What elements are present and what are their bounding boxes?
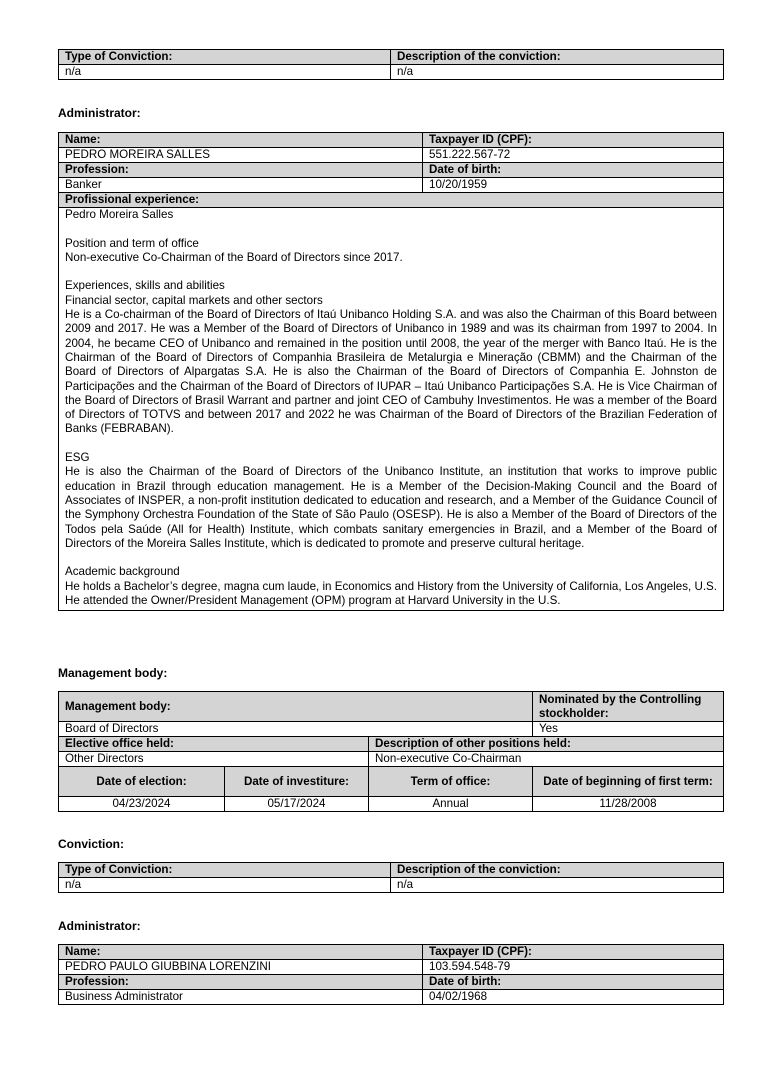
cpf-value: 103.594.548-79 [423, 960, 724, 975]
conviction-section-title: Conviction: [58, 837, 124, 851]
experience-text [59, 208, 724, 611]
administrator-table [58, 944, 723, 1005]
cpf-label: Taxpayer ID (CPF): [423, 133, 724, 148]
management-body-label: Management body: [59, 692, 533, 722]
conviction-table [58, 862, 723, 893]
management-body-section-title: Management body: [58, 666, 168, 680]
cpf-label: Taxpayer ID (CPF): [423, 945, 724, 960]
conviction-type-label: Type of Conviction: [59, 50, 391, 65]
first-term-date-value: 11/28/2008 [533, 797, 724, 812]
experience-paragraph: Pedro Moreira Salles [65, 208, 174, 221]
profession-label: Profession: [59, 975, 423, 990]
conviction-description-label: Description of the conviction: [391, 50, 724, 65]
conviction-description-value: n/a [391, 65, 724, 80]
dob-value: 04/02/1968 [423, 990, 724, 1005]
profession-value: Business Administrator [59, 990, 423, 1005]
investiture-date-label: Date of investiture: [225, 767, 369, 797]
dob-label: Date of birth: [423, 975, 724, 990]
first-term-date-label: Date of beginning of first term: [533, 767, 724, 797]
management-body-table [58, 691, 723, 812]
elective-office-label: Elective office held: [59, 737, 369, 752]
conviction-description-label: Description of the conviction: [391, 863, 724, 878]
nominated-value: Yes [533, 722, 724, 737]
management-body-value: Board of Directors [59, 722, 533, 737]
investiture-date-value: 05/17/2024 [225, 797, 369, 812]
conviction-type-value: n/a [59, 65, 391, 80]
other-positions-value: Non-executive Co-Chairman [369, 752, 724, 767]
elective-office-value: Other Directors [59, 752, 369, 767]
term-of-office-value: Annual [369, 797, 533, 812]
conviction-table-top [58, 49, 723, 80]
experience-label: Profissional experience: [59, 193, 724, 208]
experience-paragraph: Experiences, skills and abilities Financial sector, capital markets and other sectors He is a Co-chairman of the Board of Directors of Itaú Unibanco Holding S.A. and was also the Chairman of this Board between 2009 and 2017. He was a Member of the Board of Directors of Unibanco in 1989 and was its chairman from 1997 to 2004. In 2004, he became CEO of Unibanco and remained in the position until 2008, the year of the merger with Banco Itaú. He is the Chairman of the Board of Directors of Companhia Brasileira de Metalurgia e Mineração (CBMM) and the Chairman of the Board of Directors of Alpargatas S.A. He is also the Chairman of the Board of Directors of Companhia E. Johnston de Participações and the Chairman of the Board of Directors of IUPAR – Itaú Unibanco Participações S.A. He is Vice Chairman of the Board of Directors of Brasil Warrant and partner and joint CEO of Cambuhy Investimentos. He was a member of the Board of Directors of TOTVS and between 2017 and 2022 he was Chairman of the Board of Directors of the Brazilian Federation of Banks (FEBRABAN). [65, 279, 717, 436]
other-positions-label: Description of other positions held: [369, 737, 724, 752]
experience-paragraph: Academic background He holds a Bachelor’s degree, magna cum laude, in Economics and History from the University of California, Los Angeles, U.S. He attended the Owner/President Management (OPM) program at Harvard University in the U.S. [65, 565, 717, 608]
name-value: PEDRO MOREIRA SALLES [59, 148, 423, 163]
profession-label: Profession: [59, 163, 423, 178]
dob-label: Date of birth: [423, 163, 724, 178]
conviction-type-label: Type of Conviction: [59, 863, 391, 878]
profession-value: Banker [59, 178, 423, 193]
administrator-section-title: Administrator: [58, 106, 141, 120]
name-label: Name: [59, 133, 423, 148]
nominated-label: Nominated by the Controlling stockholder: [533, 692, 724, 722]
conviction-description-value: n/a [391, 878, 724, 893]
election-date-label: Date of election: [59, 767, 225, 797]
administrator-table [58, 132, 723, 611]
experience-paragraph: Position and term of office Non-executive Co-Chairman of the Board of Directors since 2017. [65, 236, 403, 264]
dob-value: 10/20/1959 [423, 178, 724, 193]
name-label: Name: [59, 945, 423, 960]
term-of-office-label: Term of office: [369, 767, 533, 797]
name-value: PEDRO PAULO GIUBBINA LORENZINI [59, 960, 423, 975]
cpf-value: 551.222.567-72 [423, 148, 724, 163]
experience-paragraph: ESG He is also the Chairman of the Board of Directors of the Unibanco Institute, an institution that works to improve public education in Brazil through education management. He is a Member of the Decision-Making Council and the Board of Associates of INSPER, a non-profit institution dedicated to education and research, and a Member of the Guidance Council of the Symphony Orchestra Foundation of the State of São Paulo (OSESP). He is also a Member of the Board of Directors of the Todos pela Saúde (All for Health) Institute, which combats sanitary emergencies in Brazil, and a Member of the Board of Directors of the Moreira Salles Institute, which is dedicated to promote and preserve cultural heritage. [65, 451, 717, 550]
conviction-type-value: n/a [59, 878, 391, 893]
administrator-section-title: Administrator: [58, 919, 141, 933]
election-date-value: 04/23/2024 [59, 797, 225, 812]
